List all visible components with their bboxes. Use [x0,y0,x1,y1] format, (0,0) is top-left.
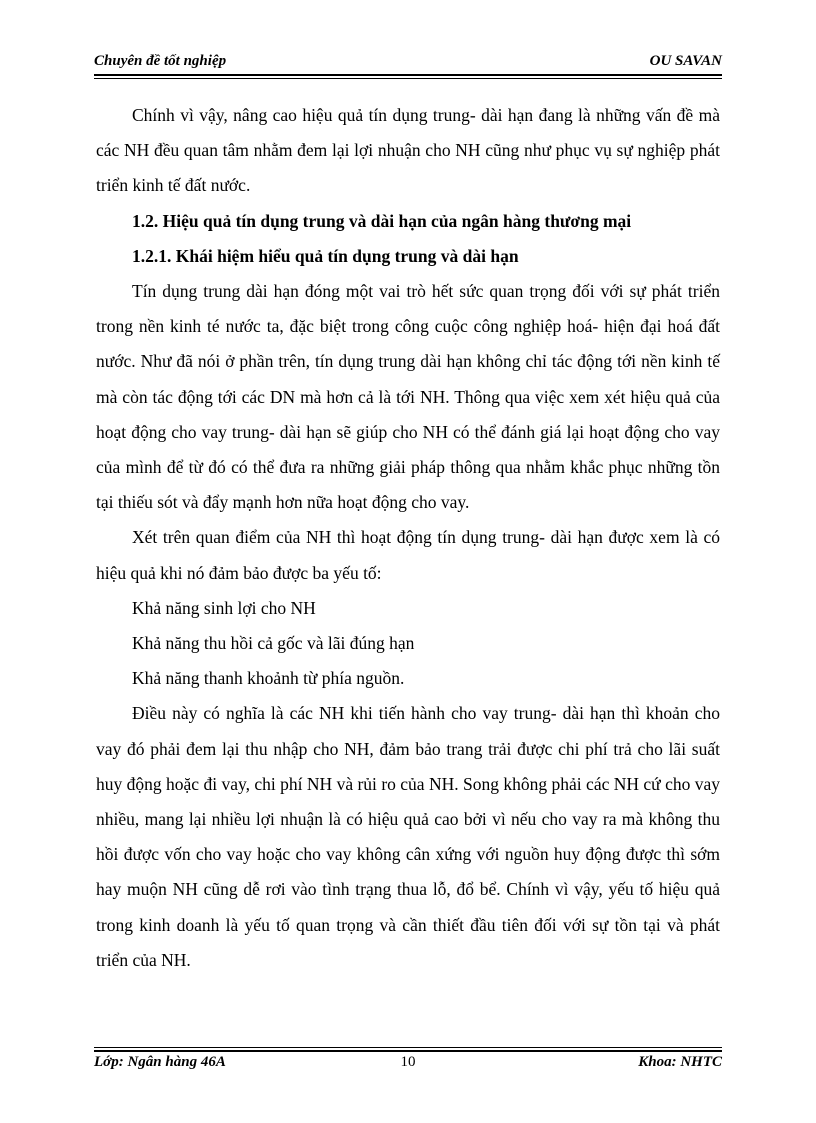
intro-paragraph: Chính vì vậy, nâng cao hiệu quả tín dụng trung- dài hạn đang là những vấn đề mà các NH đều quan tâm nhằm đem lại lợi nhuận cho NH cũng như phục vụ sự nghiệp phát triển kinh tế đất nước. [96,105,720,196]
body-paragraph-2: Xét trên quan điểm của NH thì hoạt động tín dụng trung- dài hạn được xem là có hiệu quả khi nó đảm bảo được ba yếu tố: [96,527,720,583]
footer-rule-thin [94,1047,722,1048]
list-item: Khả năng thu hồi cả gốc và lãi đúng hạn [132,633,415,654]
footer-faculty-label: Khoa: NHTC [638,1054,722,1070]
list-item: Khả năng thanh khoảnh từ phía nguồn. [132,668,405,689]
page-body [96,98,720,978]
section-heading: 1.2. Hiệu quả tín dụng trung và dài hạn của ngân hàng thương mại [132,210,632,231]
list-item: Khả năng sinh lợi cho NH [132,597,316,618]
page-footer [94,1054,722,1076]
subsection-heading: 1.2.1. Khái hiệm hiểu quả tín dụng trung và dài hạn [132,245,519,266]
page-header [94,53,722,73]
page-number: 10 [400,1054,416,1070]
body-paragraph-1: Tín dụng trung dài hạn đóng một vai trò hết sức quan trọng đối với sự phát triển trong nền kinh té nước ta, đặc biệt trong công cuộc công nghiệp hoá- hiện đại hoá đất nước. Như đã nói ở phần trên, tín dụng trung dài hạn không chỉ tác động tới nền kinh tế mà còn tác động tới các DN mà hơn cả là tới NH. Thông qua việc xem xét hiệu quả của hoạt động cho vay trung- dài hạn sẽ giúp cho NH có thể đánh giá lại hoạt động cho vay của mình để từ đó có thể đưa ra những giải pháp thông qua nhằm khắc phục những tồn tại thiếu sót và đẩy mạnh hơn nữa hoạt động cho vay. [96,281,720,513]
header-rule-thin [94,78,722,79]
footer-rule-thick [94,1050,722,1052]
header-author: OU SAVAN [649,53,722,69]
header-rule-thick [94,74,722,76]
body-paragraph-3: Điều này có nghĩa là các NH khi tiến hành cho vay trung- dài hạn thì khoản cho vay đó phải đem lại thu nhập cho NH, đảm bảo trang trải được chi phí trả cho lãi suất huy động hoặc đi vay, chi phí NH và rủi ro của NH. Song không phải các NH cứ cho vay nhiều, mang lại nhiều lợi nhuận là có hiệu quả cao bởi vì nếu cho vay ra mà không thu hồi được vốn cho vay hoặc cho vay không cân xứng với nguồn huy động được thì sớm hay muộn NH cũng dễ rơi vào tình trạng thua lỗ, đổ bể. Chính vì vậy, yếu tố hiệu quả trong kinh doanh là yếu tố quan trọng và cần thiết đầu tiên đối với sự tồn tại và phát triển của NH. [96,703,720,970]
footer-class-label: Lớp: Ngân hàng 46A [94,1054,226,1070]
header-document-title: Chuyên đề tốt nghiệp [94,53,227,69]
